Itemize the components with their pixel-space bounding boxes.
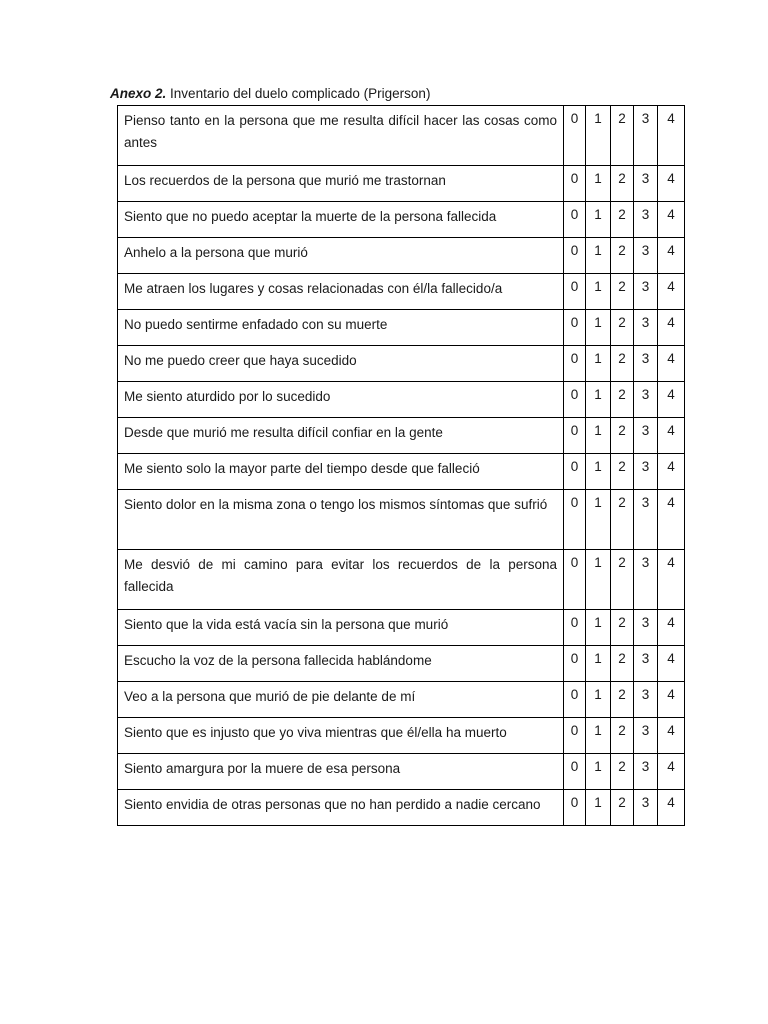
score-option-0[interactable]: 0 xyxy=(564,310,586,346)
item-statement: Me siento aturdido por lo sucedido xyxy=(118,382,564,418)
score-option-3[interactable]: 3 xyxy=(634,646,658,682)
item-statement: Siento que es injusto que yo viva mientras que él/ella ha muerto xyxy=(118,718,564,754)
score-option-0[interactable]: 0 xyxy=(564,454,586,490)
score-option-2[interactable]: 2 xyxy=(611,418,634,454)
annex-title: Inventario del duelo complicado (Prigerson) xyxy=(170,86,431,101)
score-option-4[interactable]: 4 xyxy=(658,274,685,310)
grief-inventory-table xyxy=(117,105,685,826)
score-option-3[interactable]: 3 xyxy=(634,238,658,274)
score-option-0[interactable]: 0 xyxy=(564,382,586,418)
score-option-4[interactable]: 4 xyxy=(658,202,685,238)
item-statement: Me siento solo la mayor parte del tiempo desde que falleció xyxy=(118,454,564,490)
inventory-row xyxy=(118,310,685,346)
score-option-4[interactable]: 4 xyxy=(658,790,685,826)
item-statement: Los recuerdos de la persona que murió me trastornan xyxy=(118,166,564,202)
inventory-row xyxy=(118,646,685,682)
score-option-0[interactable]: 0 xyxy=(564,646,586,682)
score-option-4[interactable]: 4 xyxy=(658,166,685,202)
score-option-0[interactable]: 0 xyxy=(564,754,586,790)
score-option-2[interactable]: 2 xyxy=(611,346,634,382)
score-option-3[interactable]: 3 xyxy=(634,202,658,238)
inventory-row xyxy=(118,790,685,826)
score-option-2[interactable]: 2 xyxy=(611,106,634,166)
item-statement: Pienso tanto en la persona que me resulta difícil hacer las cosas como antes xyxy=(118,106,564,166)
score-option-3[interactable]: 3 xyxy=(634,382,658,418)
score-option-4[interactable]: 4 xyxy=(658,454,685,490)
score-option-1[interactable]: 1 xyxy=(586,274,611,310)
inventory-row xyxy=(118,166,685,202)
score-option-3[interactable]: 3 xyxy=(634,274,658,310)
score-option-3[interactable]: 3 xyxy=(634,490,658,550)
score-option-4[interactable]: 4 xyxy=(658,490,685,550)
score-option-1[interactable]: 1 xyxy=(586,166,611,202)
item-statement: Desde que murió me resulta difícil confiar en la gente xyxy=(118,418,564,454)
score-option-2[interactable]: 2 xyxy=(611,490,634,550)
score-option-2[interactable]: 2 xyxy=(611,166,634,202)
score-option-3[interactable]: 3 xyxy=(634,754,658,790)
score-option-3[interactable]: 3 xyxy=(634,454,658,490)
score-option-3[interactable]: 3 xyxy=(634,610,658,646)
score-option-1[interactable]: 1 xyxy=(586,646,611,682)
score-option-1[interactable]: 1 xyxy=(586,238,611,274)
score-option-0[interactable]: 0 xyxy=(564,418,586,454)
item-statement: Anhelo a la persona que murió xyxy=(118,238,564,274)
item-statement: Siento amargura por la muere de esa persona xyxy=(118,754,564,790)
score-option-2[interactable]: 2 xyxy=(611,454,634,490)
score-option-2[interactable]: 2 xyxy=(611,646,634,682)
score-option-1[interactable]: 1 xyxy=(586,790,611,826)
score-option-0[interactable]: 0 xyxy=(564,202,586,238)
score-option-1[interactable]: 1 xyxy=(586,202,611,238)
score-option-1[interactable]: 1 xyxy=(586,490,611,550)
score-option-1[interactable]: 1 xyxy=(586,550,611,610)
score-option-1[interactable]: 1 xyxy=(586,754,611,790)
score-option-2[interactable]: 2 xyxy=(611,274,634,310)
item-statement: Siento dolor en la misma zona o tengo los mismos síntomas que sufrió xyxy=(118,490,564,550)
score-option-0[interactable]: 0 xyxy=(564,238,586,274)
score-option-1[interactable]: 1 xyxy=(586,382,611,418)
score-option-0[interactable]: 0 xyxy=(564,718,586,754)
score-option-2[interactable]: 2 xyxy=(611,202,634,238)
score-option-4[interactable]: 4 xyxy=(658,646,685,682)
annex-label: Anexo 2. xyxy=(110,86,167,101)
score-option-4[interactable]: 4 xyxy=(658,550,685,610)
score-option-4[interactable]: 4 xyxy=(658,718,685,754)
score-option-3[interactable]: 3 xyxy=(634,346,658,382)
score-option-4[interactable]: 4 xyxy=(658,682,685,718)
inventory-row xyxy=(118,490,685,550)
inventory-row xyxy=(118,454,685,490)
inventory-row xyxy=(118,274,685,310)
score-option-0[interactable]: 0 xyxy=(564,106,586,166)
item-statement: Me atraen los lugares y cosas relacionadas con él/la fallecido/a xyxy=(118,274,564,310)
inventory-row xyxy=(118,346,685,382)
score-option-3[interactable]: 3 xyxy=(634,682,658,718)
score-option-2[interactable]: 2 xyxy=(611,754,634,790)
inventory-row xyxy=(118,550,685,610)
score-option-4[interactable]: 4 xyxy=(658,610,685,646)
inventory-row xyxy=(118,718,685,754)
score-option-3[interactable]: 3 xyxy=(634,106,658,166)
score-option-3[interactable]: 3 xyxy=(634,310,658,346)
score-option-1[interactable]: 1 xyxy=(586,454,611,490)
inventory-row xyxy=(118,202,685,238)
score-option-3[interactable]: 3 xyxy=(634,718,658,754)
score-option-0[interactable]: 0 xyxy=(564,274,586,310)
inventory-row xyxy=(118,238,685,274)
score-option-4[interactable]: 4 xyxy=(658,238,685,274)
score-option-4[interactable]: 4 xyxy=(658,106,685,166)
score-option-0[interactable]: 0 xyxy=(564,550,586,610)
score-option-4[interactable]: 4 xyxy=(658,310,685,346)
score-option-2[interactable]: 2 xyxy=(611,310,634,346)
item-statement: Siento que la vida está vacía sin la persona que murió xyxy=(118,610,564,646)
score-option-1[interactable]: 1 xyxy=(586,310,611,346)
score-option-1[interactable]: 1 xyxy=(586,610,611,646)
score-option-0[interactable]: 0 xyxy=(564,346,586,382)
score-option-1[interactable]: 1 xyxy=(586,718,611,754)
score-option-0[interactable]: 0 xyxy=(564,166,586,202)
inventory-row xyxy=(118,754,685,790)
score-option-2[interactable]: 2 xyxy=(611,790,634,826)
score-option-2[interactable]: 2 xyxy=(611,550,634,610)
score-option-2[interactable]: 2 xyxy=(611,610,634,646)
score-option-2[interactable]: 2 xyxy=(611,382,634,418)
score-option-2[interactable]: 2 xyxy=(611,718,634,754)
score-option-4[interactable]: 4 xyxy=(658,754,685,790)
score-option-0[interactable]: 0 xyxy=(564,490,586,550)
score-option-4[interactable]: 4 xyxy=(658,346,685,382)
item-statement: Siento envidia de otras personas que no han perdido a nadie cercano xyxy=(118,790,564,826)
score-option-2[interactable]: 2 xyxy=(611,238,634,274)
score-option-1[interactable]: 1 xyxy=(586,346,611,382)
item-statement: No me puedo creer que haya sucedido xyxy=(118,346,564,382)
item-statement: Me desvió de mi camino para evitar los recuerdos de la persona fallecida xyxy=(118,550,564,610)
score-option-3[interactable]: 3 xyxy=(634,790,658,826)
score-option-3[interactable]: 3 xyxy=(634,550,658,610)
item-statement: Escucho la voz de la persona fallecida hablándome xyxy=(118,646,564,682)
score-option-1[interactable]: 1 xyxy=(586,106,611,166)
inventory-row xyxy=(118,610,685,646)
score-option-0[interactable]: 0 xyxy=(564,682,586,718)
score-option-3[interactable]: 3 xyxy=(634,166,658,202)
score-option-1[interactable]: 1 xyxy=(586,682,611,718)
item-statement: Veo a la persona que murió de pie delante de mí xyxy=(118,682,564,718)
score-option-0[interactable]: 0 xyxy=(564,610,586,646)
score-option-4[interactable]: 4 xyxy=(658,418,685,454)
item-statement: No puedo sentirme enfadado con su muerte xyxy=(118,310,564,346)
score-option-4[interactable]: 4 xyxy=(658,382,685,418)
item-statement: Siento que no puedo aceptar la muerte de la persona fallecida xyxy=(118,202,564,238)
annex-caption xyxy=(110,85,430,102)
score-option-0[interactable]: 0 xyxy=(564,790,586,826)
score-option-3[interactable]: 3 xyxy=(634,418,658,454)
inventory-row xyxy=(118,682,685,718)
inventory-row xyxy=(118,106,685,166)
score-option-1[interactable]: 1 xyxy=(586,418,611,454)
score-option-2[interactable]: 2 xyxy=(611,682,634,718)
inventory-row xyxy=(118,418,685,454)
inventory-row xyxy=(118,382,685,418)
